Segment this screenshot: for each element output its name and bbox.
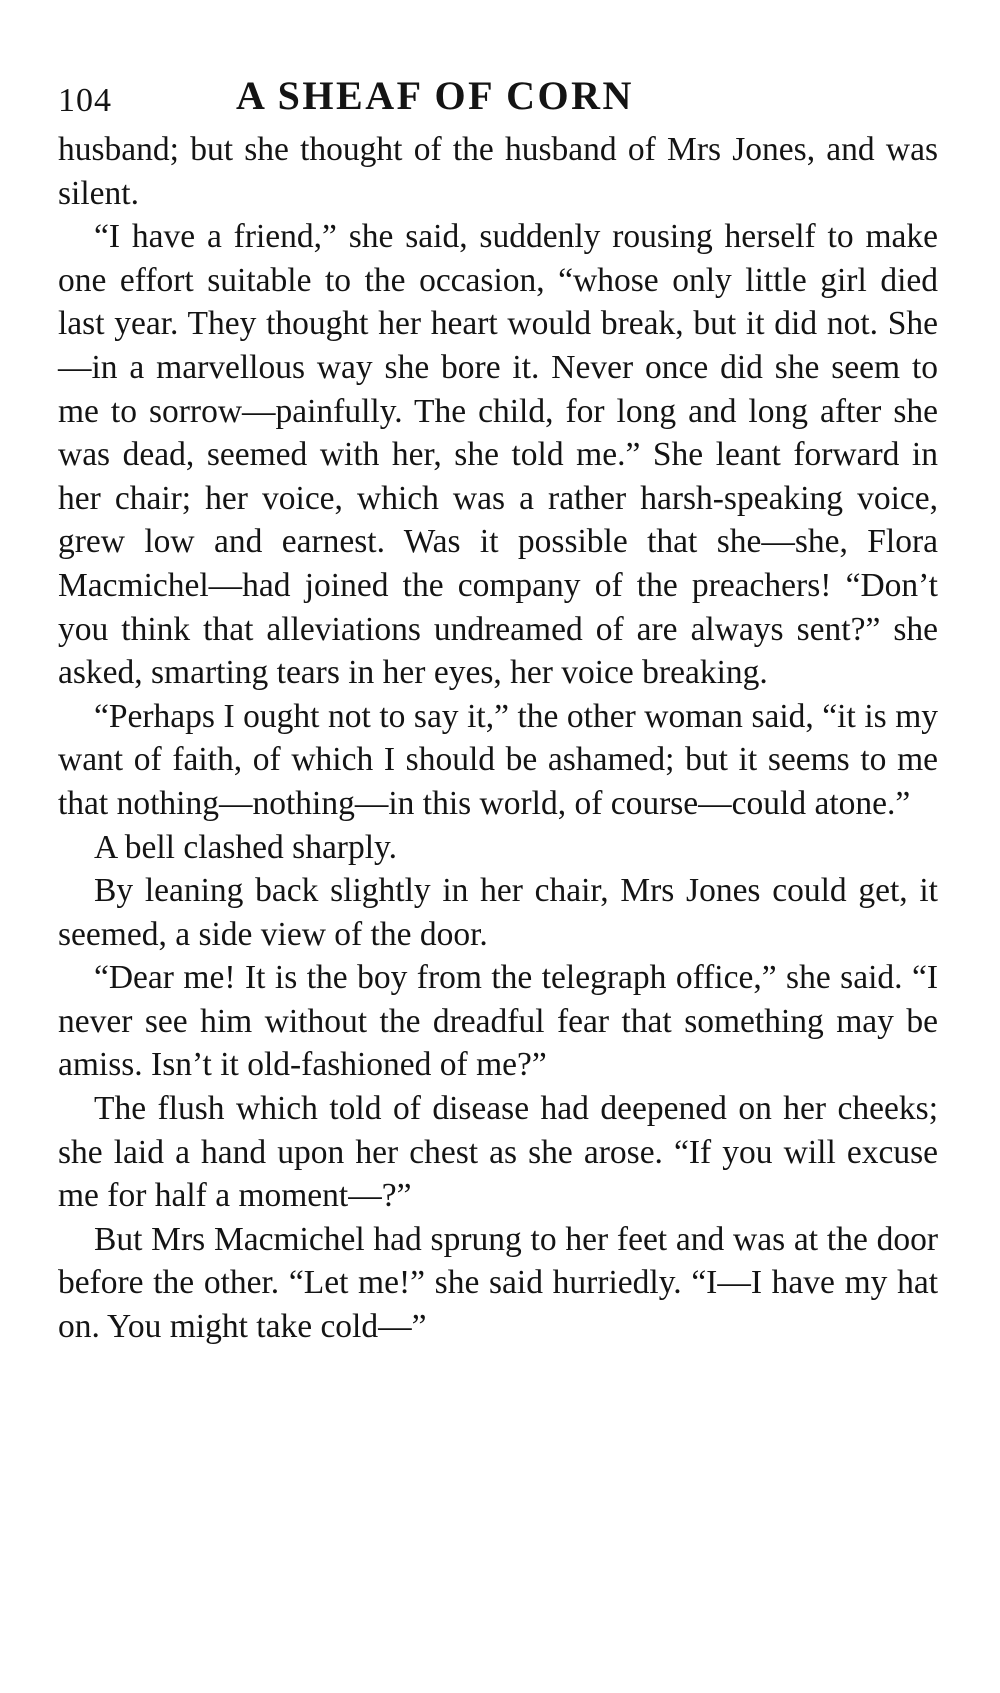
paragraph: A bell clashed sharply.	[94, 828, 397, 866]
paragraph: By leaning back slightly in her chair, Mrs Jones could get, it seemed, a side view of the door.	[58, 872, 938, 953]
paragraph: But Mrs Macmichel had sprung to her feet and was at the door before the other. “Let me!” she said hurriedly. “I—I have my hat on. You might take cold—”	[58, 1220, 938, 1346]
book-page	[58, 70, 938, 1349]
paragraph: “Perhaps I ought not to say it,” the other woman said, “it is my want of faith, of which I should be ashamed; but it seems to me that nothing—nothing—in this world, of course—could atone.”	[58, 697, 938, 822]
paragraph: “I have a friend,” she said, suddenly rousing herself to make one effort suitable to the occasion, “whose only little girl died last year. They thought her heart would break, but it did not. She—in a marvellous way she bore it. Never once did she seem to me to sorrow—painfully. The child, for long and long after she was dead, seemed with her, she told me.” She leant forward in her chair; her voice, which was a rather harsh-speaking voice, grew low and earnest. Was it possible that she—she, Flora Macmichel—had joined the company of the preachers! “Don’t you think that alleviations undreamed of are always sent?” she asked, smarting tears in her eyes, her voice breaking.	[58, 218, 938, 692]
paragraph-continued: husband; but she thought of the husband of Mrs Jones, and was silent.	[58, 131, 938, 212]
page-number: 104	[58, 82, 112, 119]
paragraph: “Dear me! It is the boy from the telegraph office,” she said. “I never see him without the dreadful fear that something may be amiss. Isn’t it old-fashioned of me?”	[58, 959, 938, 1084]
book-title: A SHEAF OF CORN	[236, 73, 634, 118]
paragraph: The flush which told of disease had deepened on her cheeks; she laid a hand upon her chest as she arose. “If you will excuse me for half a moment—?”	[58, 1090, 938, 1215]
body-text	[58, 128, 938, 1349]
running-head	[58, 70, 938, 126]
